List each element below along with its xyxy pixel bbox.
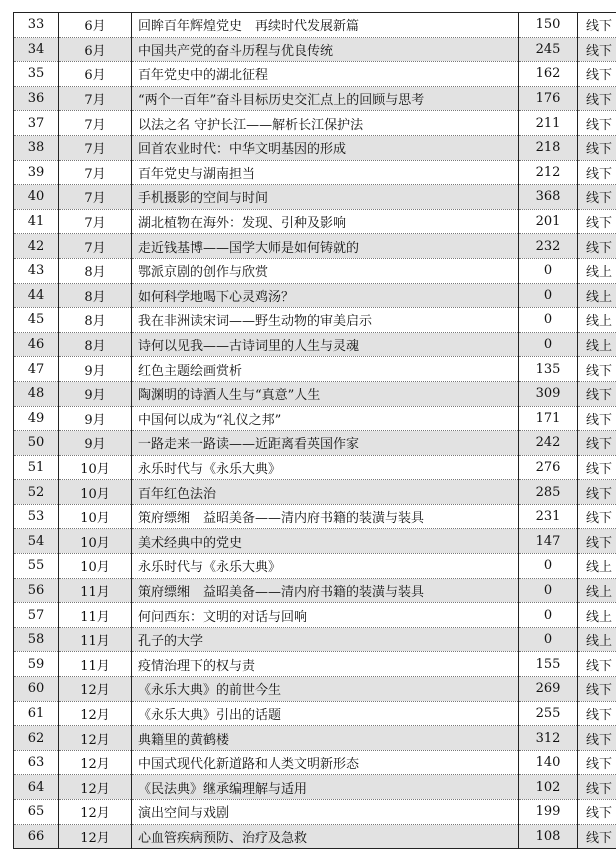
cell-mode: 线下 <box>578 185 616 210</box>
cell-mode: 线下 <box>578 652 616 677</box>
cell-mode: 线下 <box>578 86 616 111</box>
table-row <box>14 431 616 456</box>
cell-number: 36 <box>14 86 59 111</box>
cell-number: 54 <box>14 529 59 554</box>
cell-mode: 线下 <box>578 357 616 382</box>
table-row <box>14 701 616 726</box>
cell-month: 8月 <box>59 283 132 308</box>
cell-number: 39 <box>14 160 59 185</box>
cell-number: 45 <box>14 308 59 333</box>
cell-number: 62 <box>14 726 59 751</box>
cell-title: 走近钱基博——国学大师是如何铸就的 <box>132 234 519 259</box>
cell-mode: 线下 <box>578 234 616 259</box>
cell-month: 6月 <box>59 13 132 38</box>
cell-month: 9月 <box>59 431 132 456</box>
table-row <box>14 234 616 259</box>
cell-number: 66 <box>14 824 59 849</box>
table-row <box>14 357 616 382</box>
cell-attendance: 309 <box>519 381 578 406</box>
cell-attendance: 0 <box>519 332 578 357</box>
cell-mode: 线上 <box>578 603 616 628</box>
table-row <box>14 283 616 308</box>
table-row <box>14 627 616 652</box>
cell-title: 湖北植物在海外：发现、引种及影响 <box>132 209 519 234</box>
cell-mode: 线上 <box>578 332 616 357</box>
cell-title: 永乐时代与《永乐大典》 <box>132 554 519 579</box>
cell-number: 33 <box>14 13 59 38</box>
cell-number: 53 <box>14 504 59 529</box>
table-row <box>14 258 616 283</box>
cell-month: 10月 <box>59 554 132 579</box>
table-row <box>14 111 616 136</box>
cell-mode: 线下 <box>578 750 616 775</box>
cell-mode: 线上 <box>578 554 616 579</box>
cell-mode: 线下 <box>578 381 616 406</box>
cell-month: 7月 <box>59 185 132 210</box>
cell-mode: 线下 <box>578 111 616 136</box>
cell-mode: 线下 <box>578 455 616 480</box>
cell-mode: 线下 <box>578 431 616 456</box>
cell-number: 63 <box>14 750 59 775</box>
cell-title: 一路走来一路读——近距离看英国作家 <box>132 431 519 456</box>
cell-title: 《永乐大典》引出的话题 <box>132 701 519 726</box>
cell-attendance: 201 <box>519 209 578 234</box>
cell-mode: 线下 <box>578 406 616 431</box>
table-row <box>14 578 616 603</box>
cell-attendance: 242 <box>519 431 578 456</box>
cell-number: 56 <box>14 578 59 603</box>
cell-month: 7月 <box>59 234 132 259</box>
cell-attendance: 212 <box>519 160 578 185</box>
table-row <box>14 554 616 579</box>
cell-attendance: 150 <box>519 13 578 38</box>
cell-number: 34 <box>14 37 59 62</box>
cell-month: 9月 <box>59 381 132 406</box>
cell-mode: 线下 <box>578 775 616 800</box>
cell-month: 7月 <box>59 209 132 234</box>
cell-number: 40 <box>14 185 59 210</box>
cell-mode: 线下 <box>578 13 616 38</box>
table-row <box>14 62 616 87</box>
cell-title: 策府缥缃 益昭美备——清内府书籍的装潢与装具 <box>132 504 519 529</box>
cell-attendance: 255 <box>519 701 578 726</box>
cell-mode: 线下 <box>578 824 616 849</box>
cell-title: 孔子的大学 <box>132 627 519 652</box>
table-row <box>14 308 616 333</box>
cell-number: 51 <box>14 455 59 480</box>
table-row <box>14 209 616 234</box>
cell-title: 疫情治理下的权与责 <box>132 652 519 677</box>
cell-title: 红色主题绘画赏析 <box>132 357 519 382</box>
cell-month: 12月 <box>59 800 132 825</box>
cell-title: 永乐时代与《永乐大典》 <box>132 455 519 480</box>
cell-number: 35 <box>14 62 59 87</box>
cell-attendance: 102 <box>519 775 578 800</box>
cell-title: “两个一百年”奋斗目标历史交汇点上的回顾与思考 <box>132 86 519 111</box>
cell-month: 11月 <box>59 652 132 677</box>
cell-number: 55 <box>14 554 59 579</box>
table-row <box>14 406 616 431</box>
cell-mode: 线上 <box>578 308 616 333</box>
table-row <box>14 504 616 529</box>
cell-month: 11月 <box>59 603 132 628</box>
cell-month: 11月 <box>59 578 132 603</box>
table-row <box>14 652 616 677</box>
table-row <box>14 603 616 628</box>
cell-attendance: 218 <box>519 135 578 160</box>
cell-month: 9月 <box>59 406 132 431</box>
cell-month: 9月 <box>59 357 132 382</box>
table-row <box>14 750 616 775</box>
cell-attendance: 199 <box>519 800 578 825</box>
cell-month: 6月 <box>59 62 132 87</box>
cell-attendance: 0 <box>519 308 578 333</box>
cell-attendance: 0 <box>519 578 578 603</box>
table-row <box>14 135 616 160</box>
cell-number: 49 <box>14 406 59 431</box>
table-row <box>14 677 616 702</box>
cell-number: 60 <box>14 677 59 702</box>
cell-title: 中国共产党的奋斗历程与优良传统 <box>132 37 519 62</box>
cell-attendance: 232 <box>519 234 578 259</box>
table-row <box>14 86 616 111</box>
cell-number: 41 <box>14 209 59 234</box>
cell-title: 心血管疾病预防、治疗及急救 <box>132 824 519 849</box>
cell-month: 7月 <box>59 111 132 136</box>
cell-title: 百年红色法治 <box>132 480 519 505</box>
cell-mode: 线下 <box>578 209 616 234</box>
table-row <box>14 775 616 800</box>
cell-number: 64 <box>14 775 59 800</box>
cell-number: 50 <box>14 431 59 456</box>
cell-attendance: 0 <box>519 554 578 579</box>
cell-title: 回眸百年辉煌党史 再续时代发展新篇 <box>132 13 519 38</box>
cell-attendance: 147 <box>519 529 578 554</box>
cell-mode: 线下 <box>578 701 616 726</box>
cell-title: 手机摄影的空间与时间 <box>132 185 519 210</box>
cell-mode: 线上 <box>578 283 616 308</box>
table-row <box>14 381 616 406</box>
table-row <box>14 529 616 554</box>
table-row <box>14 480 616 505</box>
cell-mode: 线下 <box>578 135 616 160</box>
cell-title: 典籍里的黄鹤楼 <box>132 726 519 751</box>
cell-number: 42 <box>14 234 59 259</box>
cell-number: 58 <box>14 627 59 652</box>
cell-attendance: 0 <box>519 627 578 652</box>
cell-number: 57 <box>14 603 59 628</box>
cell-number: 38 <box>14 135 59 160</box>
cell-number: 46 <box>14 332 59 357</box>
cell-month: 6月 <box>59 37 132 62</box>
cell-attendance: 245 <box>519 37 578 62</box>
cell-number: 44 <box>14 283 59 308</box>
table-row <box>14 160 616 185</box>
cell-month: 12月 <box>59 677 132 702</box>
cell-title: 美术经典中的党史 <box>132 529 519 554</box>
cell-month: 12月 <box>59 726 132 751</box>
cell-mode: 线下 <box>578 62 616 87</box>
cell-mode: 线上 <box>578 627 616 652</box>
cell-title: 策府缥缃 益昭美备——清内府书籍的装潢与装具 <box>132 578 519 603</box>
lecture-table <box>13 12 616 849</box>
cell-month: 10月 <box>59 529 132 554</box>
cell-attendance: 211 <box>519 111 578 136</box>
cell-attendance: 140 <box>519 750 578 775</box>
cell-month: 8月 <box>59 308 132 333</box>
cell-month: 11月 <box>59 627 132 652</box>
cell-attendance: 0 <box>519 283 578 308</box>
cell-title: 百年党史中的湖北征程 <box>132 62 519 87</box>
cell-mode: 线下 <box>578 529 616 554</box>
cell-month: 8月 <box>59 332 132 357</box>
cell-title: 百年党史与湖南担当 <box>132 160 519 185</box>
cell-mode: 线下 <box>578 504 616 529</box>
cell-month: 12月 <box>59 775 132 800</box>
table-row <box>14 726 616 751</box>
cell-mode: 线下 <box>578 800 616 825</box>
cell-mode: 线下 <box>578 160 616 185</box>
cell-number: 37 <box>14 111 59 136</box>
table-row <box>14 185 616 210</box>
cell-month: 10月 <box>59 455 132 480</box>
cell-attendance: 135 <box>519 357 578 382</box>
cell-number: 43 <box>14 258 59 283</box>
cell-attendance: 269 <box>519 677 578 702</box>
table-row <box>14 37 616 62</box>
cell-attendance: 231 <box>519 504 578 529</box>
cell-title: 陶渊明的诗酒人生与“真意”人生 <box>132 381 519 406</box>
cell-number: 48 <box>14 381 59 406</box>
cell-title: 《永乐大典》的前世今生 <box>132 677 519 702</box>
cell-title: 演出空间与戏剧 <box>132 800 519 825</box>
cell-title: 《民法典》继承编理解与适用 <box>132 775 519 800</box>
cell-month: 10月 <box>59 504 132 529</box>
cell-month: 10月 <box>59 480 132 505</box>
cell-attendance: 176 <box>519 86 578 111</box>
cell-attendance: 312 <box>519 726 578 751</box>
cell-title: 鄂派京剧的创作与欣赏 <box>132 258 519 283</box>
cell-mode: 线下 <box>578 480 616 505</box>
cell-number: 47 <box>14 357 59 382</box>
cell-month: 7月 <box>59 86 132 111</box>
cell-attendance: 285 <box>519 480 578 505</box>
cell-attendance: 0 <box>519 258 578 283</box>
cell-mode: 线下 <box>578 37 616 62</box>
cell-title: 中国式现代化新道路和人类文明新形态 <box>132 750 519 775</box>
cell-mode: 线下 <box>578 677 616 702</box>
cell-attendance: 162 <box>519 62 578 87</box>
cell-attendance: 0 <box>519 603 578 628</box>
cell-title: 以法之名 守护长江——解析长江保护法 <box>132 111 519 136</box>
table-row <box>14 800 616 825</box>
table-row <box>14 824 616 849</box>
cell-month: 12月 <box>59 701 132 726</box>
cell-month: 7月 <box>59 135 132 160</box>
cell-attendance: 368 <box>519 185 578 210</box>
cell-attendance: 171 <box>519 406 578 431</box>
document-page <box>13 12 612 849</box>
cell-number: 52 <box>14 480 59 505</box>
cell-title: 何问西东：文明的对话与回响 <box>132 603 519 628</box>
table-body <box>14 13 616 849</box>
cell-attendance: 155 <box>519 652 578 677</box>
cell-month: 8月 <box>59 258 132 283</box>
cell-mode: 线上 <box>578 258 616 283</box>
table-row <box>14 455 616 480</box>
cell-title: 如何科学地喝下心灵鸡汤？ <box>132 283 519 308</box>
cell-number: 65 <box>14 800 59 825</box>
cell-title: 回首农业时代：中华文明基因的形成 <box>132 135 519 160</box>
cell-title: 诗何以见我——古诗词里的人生与灵魂 <box>132 332 519 357</box>
cell-number: 61 <box>14 701 59 726</box>
cell-mode: 线上 <box>578 578 616 603</box>
cell-title: 中国何以成为“礼仪之邦” <box>132 406 519 431</box>
table-row <box>14 13 616 38</box>
cell-month: 12月 <box>59 750 132 775</box>
cell-attendance: 276 <box>519 455 578 480</box>
cell-number: 59 <box>14 652 59 677</box>
cell-month: 12月 <box>59 824 132 849</box>
table-row <box>14 332 616 357</box>
cell-attendance: 108 <box>519 824 578 849</box>
cell-title: 我在非洲读宋词——野生动物的审美启示 <box>132 308 519 333</box>
cell-month: 7月 <box>59 160 132 185</box>
cell-mode: 线下 <box>578 726 616 751</box>
